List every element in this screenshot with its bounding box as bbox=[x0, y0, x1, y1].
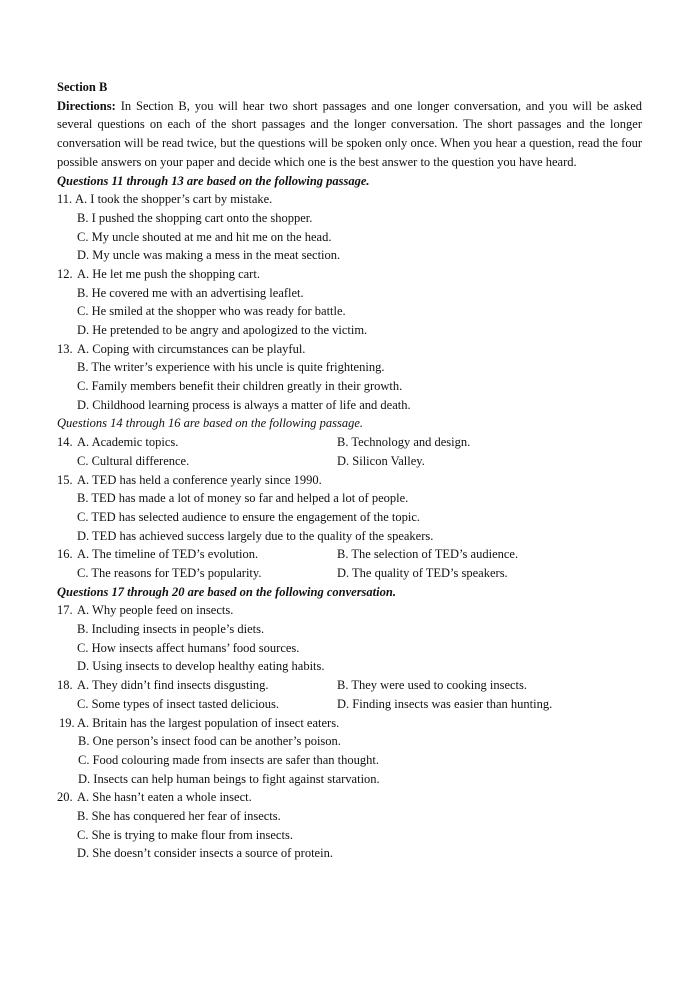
option-d: D. The quality of TED’s speakers. bbox=[337, 565, 508, 580]
option-c: C. Food colouring made from insects are safer than thought. bbox=[78, 752, 379, 767]
question-15 bbox=[57, 471, 642, 490]
option-b: B. They were used to cooking insects. bbox=[337, 678, 528, 693]
option-d: D. Childhood learning process is always a matter of life and death. bbox=[77, 397, 411, 412]
option-a: A. They didn’t find insects disgusting. bbox=[77, 678, 269, 693]
option-b: B. He covered me with an advertising leaflet. bbox=[77, 285, 304, 300]
option-c: C. How insects affect humans’ food sources. bbox=[77, 640, 300, 655]
question-17-option-b bbox=[57, 620, 642, 639]
question-13-option-b bbox=[57, 358, 642, 377]
question-19-option-c bbox=[57, 751, 642, 770]
question-20-option-b bbox=[57, 807, 642, 826]
option-a: A. Why people feed on insects. bbox=[77, 603, 234, 618]
option-d: D. She doesn’t consider insects a source of protein. bbox=[77, 846, 333, 861]
option-b: B. The selection of TED’s audience. bbox=[337, 547, 519, 562]
option-c: C. He smiled at the shopper who was ready for battle. bbox=[77, 304, 346, 319]
option-c: C. Some types of insect tasted delicious. bbox=[77, 696, 280, 711]
question-number: 13. bbox=[57, 341, 73, 356]
question-11-option-d bbox=[57, 246, 642, 265]
group-heading-17-20: Questions 17 through 20 are based on the following conversation. bbox=[57, 584, 396, 599]
question-12-option-b bbox=[57, 284, 642, 303]
group-heading-14-16: Questions 14 through 16 are based on the following passage. bbox=[57, 416, 364, 431]
option-a: A. TED has held a conference yearly since 1990. bbox=[77, 472, 322, 487]
question-18 bbox=[57, 676, 642, 695]
question-13 bbox=[57, 340, 642, 359]
question-number: 18. bbox=[57, 678, 73, 693]
option-a: A. He let me push the shopping cart. bbox=[77, 266, 260, 281]
option-b: B. I pushed the shopping cart onto the shopper. bbox=[77, 210, 313, 225]
question-19 bbox=[57, 714, 642, 733]
directions-text: In Section B, you will hear two short passages and one longer conversation, and you will be asked several questions on each of the short passages and the longer conversation. The short passages and the longer conversation will be read twice, but the questions will be spoken only once. When you hear a question, read the four possible answers on your paper and decide which one is the best answer to the question you have heard. bbox=[57, 98, 642, 169]
option-b: B. One person’s insect food can be another’s poison. bbox=[78, 734, 341, 749]
option-b: B. She has conquered her fear of insects. bbox=[77, 808, 281, 823]
option-c: C. She is trying to make flour from insects. bbox=[77, 827, 293, 842]
question-11 bbox=[57, 190, 642, 209]
option-b: B. Technology and design. bbox=[337, 435, 471, 450]
option-a: A. The timeline of TED’s evolution. bbox=[77, 547, 259, 562]
option-d: D. Finding insects was easier than hunting. bbox=[337, 696, 553, 711]
question-14-options-cd bbox=[57, 452, 642, 471]
question-19-option-d bbox=[57, 770, 642, 789]
option-d: D. My uncle was making a mess in the meat section. bbox=[77, 248, 341, 263]
question-number: 12. bbox=[57, 266, 73, 281]
question-16-options-cd bbox=[57, 564, 642, 583]
question-16 bbox=[57, 545, 642, 564]
question-18-options-cd bbox=[57, 695, 642, 714]
question-15-option-d bbox=[57, 527, 642, 546]
question-12-option-d bbox=[57, 321, 642, 340]
exam-page bbox=[57, 78, 642, 863]
directions-label: Directions: bbox=[57, 98, 116, 113]
question-11-option-b bbox=[57, 209, 642, 228]
option-a: A. Academic topics. bbox=[77, 435, 179, 450]
option-d: D. TED has achieved success largely due to the quality of the speakers. bbox=[77, 528, 434, 543]
question-20 bbox=[57, 788, 642, 807]
question-12-option-c bbox=[57, 302, 642, 321]
question-number: 19. bbox=[59, 715, 75, 730]
question-14 bbox=[57, 433, 642, 452]
question-17-option-d bbox=[57, 657, 642, 676]
question-12 bbox=[57, 265, 642, 284]
option-c: C. TED has selected audience to ensure the engagement of the topic. bbox=[77, 509, 421, 524]
option-c: C. My uncle shouted at me and hit me on the head. bbox=[77, 229, 332, 244]
question-13-option-c bbox=[57, 377, 642, 396]
question-19-option-b bbox=[57, 732, 642, 751]
question-20-option-c bbox=[57, 826, 642, 845]
option-a: A. She hasn’t eaten a whole insect. bbox=[77, 790, 252, 805]
question-11-option-c bbox=[57, 228, 642, 247]
option-b: B. TED has made a lot of money so far and helped a lot of people. bbox=[77, 491, 409, 506]
option-d: D. Using insects to develop healthy eating habits. bbox=[77, 659, 325, 674]
option-c: C. Cultural difference. bbox=[77, 453, 190, 468]
question-number: 15. bbox=[57, 472, 73, 487]
question-17 bbox=[57, 601, 642, 620]
question-number: 14. bbox=[57, 435, 73, 450]
option-d: D. He pretended to be angry and apologized to the victim. bbox=[77, 323, 368, 338]
question-number: 20. bbox=[57, 790, 73, 805]
question-number: 16. bbox=[57, 547, 73, 562]
option-a: A. Britain has the largest population of insect eaters. bbox=[77, 715, 340, 730]
question-number: 11. bbox=[57, 192, 73, 207]
group-heading-11-13: Questions 11 through 13 are based on the following passage. bbox=[57, 173, 370, 188]
option-d: D. Silicon Valley. bbox=[337, 453, 425, 468]
question-13-option-d bbox=[57, 396, 642, 415]
directions-paragraph bbox=[57, 97, 642, 172]
option-a: A. Coping with circumstances can be playful. bbox=[77, 341, 306, 356]
question-15-option-b bbox=[57, 489, 642, 508]
question-17-option-c bbox=[57, 639, 642, 658]
option-b: B. Including insects in people’s diets. bbox=[77, 622, 265, 637]
option-c: C. Family members benefit their children greatly in their growth. bbox=[77, 379, 403, 394]
question-number: 17. bbox=[57, 603, 73, 618]
question-20-option-d bbox=[57, 844, 642, 863]
option-b: B. The writer’s experience with his uncle is quite frightening. bbox=[77, 360, 385, 375]
option-d: D. Insects can help human beings to fight against starvation. bbox=[78, 771, 380, 786]
option-c: C. The reasons for TED’s popularity. bbox=[77, 565, 262, 580]
section-title: Section B bbox=[57, 80, 108, 94]
question-15-option-c bbox=[57, 508, 642, 527]
option-a: A. I took the shopper’s cart by mistake. bbox=[75, 192, 273, 207]
